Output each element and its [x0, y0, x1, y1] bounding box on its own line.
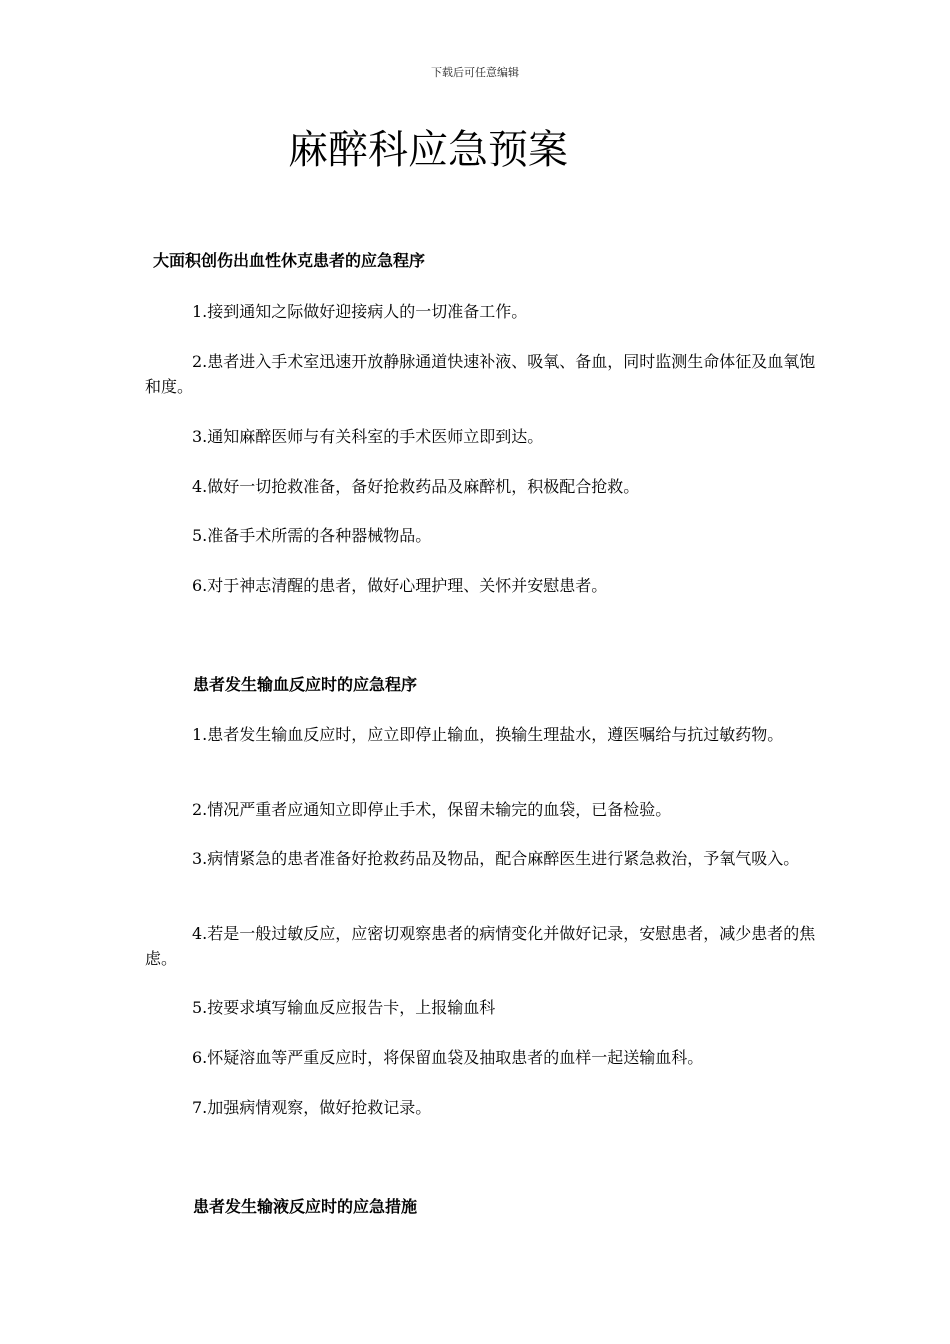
list-item: 3.病情紧急的患者准备好抢救药品及物品，配合麻醉医生进行紧急救治，予氧气吸入。 — [192, 849, 800, 868]
list-item: 4.做好一切抢救准备，备好抢救药品及麻醉机，积极配合抢救。 — [192, 477, 640, 496]
document-title: 麻醉科应急预案 — [288, 127, 568, 173]
list-item: 5.按要求填写输血反应报告卡，上报输血科 — [192, 998, 496, 1017]
list-item: 1.接到通知之际做好迎接病人的一切准备工作。 — [192, 302, 528, 321]
list-item: 6.对于神志清醒的患者，做好心理护理、关怀并安慰患者。 — [192, 576, 608, 595]
header-note: 下载后可任意编辑 — [431, 66, 519, 79]
list-item: 5.准备手术所需的各种器械物品。 — [192, 526, 432, 545]
list-item: 6.怀疑溶血等严重反应时，将保留血袋及抽取患者的血样一起送输血科。 — [192, 1048, 704, 1067]
list-item: 2.情况严重者应通知立即停止手术，保留未输完的血袋，已备检验。 — [192, 800, 672, 819]
list-item: 4.若是一般过敏反应，应密切观察患者的病情变化并做好记录，安慰患者，减少患者的焦虑。 — [145, 924, 816, 968]
list-item: 3.通知麻醉医师与有关科室的手术医师立即到达。 — [192, 427, 544, 446]
section-heading-infusion-reaction: 患者发生输液反应时的应急措施 — [193, 1197, 418, 1216]
list-item: 2.患者进入手术室迅速开放静脉通道快速补液、吸氧、备血，同时监测生命体征及血氧饱和度。 — [145, 352, 816, 396]
list-item: 7.加强病情观察，做好抢救记录。 — [192, 1098, 432, 1117]
section-heading-transfusion-reaction: 患者发生输血反应时的应急程序 — [193, 675, 418, 694]
section-heading-hemorrhagic-shock: 大面积创伤出血性休克患者的应急程序 — [153, 251, 426, 270]
list-item: 1.患者发生输血反应时，应立即停止输血，换输生理盐水，遵医嘱给与抗过敏药物。 — [192, 725, 784, 744]
